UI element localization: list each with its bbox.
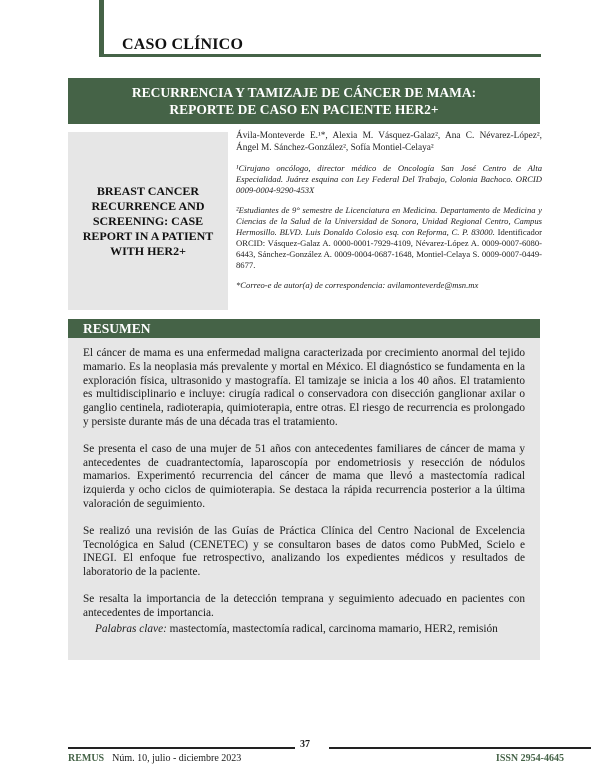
affiliation-2-orcid: Identificador ORCID: Vásquez-Galaz A. 0000-0001-7929-4109, Névarez-López A. 0009-0007-6080-6443, Sánchez-González A. 0009-0004-0687-1648, Montiel-Celaya S. 0009-0007-0449-8677. bbox=[236, 227, 542, 270]
journal-issue: Núm. 10, julio - diciembre 2023 bbox=[112, 753, 242, 764]
keywords-list: mastectomía, mastectomía radical, carcinoma mamario, HER2, remisión bbox=[166, 622, 498, 635]
affiliation-2 bbox=[236, 205, 542, 271]
abstract-body bbox=[68, 338, 540, 660]
resumen-heading: RESUMEN bbox=[68, 319, 540, 338]
affiliation-1: ¹Cirujano oncólogo, director médico de Oncología San José Centro de Alta Especialidad. Juárez esquina con Ley Federal Del Trabajo, Colonia Bachoco. ORCID 0009-0004-9290-453X bbox=[236, 163, 542, 195]
abstract-paragraph-3: Se realizó una revisión de las Guías de Práctica Clínica del Centro Nacional de Excelencia Tecnológica en Salud (CENETEC) y se consultaron bases de datos como PubMed, Scielo e INEGI. El enfoque fue retrospectivo, analizando los expedientes médicos y resultados de laboratorio de la paciente. bbox=[83, 524, 525, 579]
issn: ISSN 2954-4645 bbox=[495, 753, 564, 764]
keywords bbox=[83, 623, 525, 637]
abstract-paragraph-4: Se resalta la importancia de la detección temprana y seguimiento adecuado en pacientes con antecedentes de importancia. bbox=[83, 592, 525, 619]
header-horizontal-rule bbox=[99, 54, 541, 57]
article-title-line-1: RECURRENCIA Y TAMIZAJE DE CÁNCER DE MAMA: bbox=[131, 85, 477, 100]
header-vertical-rule bbox=[99, 0, 104, 57]
article-title-line-2: REPORTE DE CASO EN PACIENTE HER2+ bbox=[169, 102, 439, 117]
affiliation-2-text: ²Estudiantes de 9° semestre de Licenciatura en Medicina. Departamento de Medicina y Ciencias de la Salud de la Universidad de Sonora, Unidad Regional Centro, Campus Hermosillo. BLVD. Luis Donaldo Colosio esq. con Reforma, C. P. 83000. bbox=[236, 205, 542, 237]
correspondence-email: *Correo-e de autor(a) de correspondencia: avilamonteverde@msn.mx bbox=[236, 280, 479, 290]
section-label: CASO CLÍNICO bbox=[122, 36, 244, 53]
english-title-box bbox=[68, 132, 228, 310]
keywords-label: Palabras clave: bbox=[95, 622, 167, 635]
footer-rule-left bbox=[68, 747, 295, 749]
footer-rule-right bbox=[329, 747, 591, 749]
article-title bbox=[68, 78, 540, 124]
journal-name: REMUS bbox=[68, 753, 105, 764]
abstract-paragraph-2: Se presenta el caso de una mujer de 51 años con antecedentes familiares de cáncer de mama y antecedentes de cuadrantectomía, laparoscopía por endometriosis y resección de nódulos mamarios. Experimentó recurrencia del cáncer de mama que llevó a mastectomía radical izquierda y ocho ciclos de quimioterapia. Se destaca la rápida recurrencia posterior a la última valoración de seguimiento. bbox=[83, 442, 525, 510]
page-number: 37 bbox=[300, 739, 310, 750]
abstract-paragraph-1: El cáncer de mama es una enfermedad maligna caracterizada por crecimiento anormal del tejido mamario. Es la neoplasia más prevalente y mortal en México. El diagnóstico se fundamenta en la exploración física, ultrasonido y mastografía. El tamizaje se inicia a los 40 años. El tratamiento es multidisciplinario e incluye: cirugía radical o conservadora con disección ganglionar axilar o ganglio centinela, radioterapia, quimioterapia, entre otras. El riesgo de recurrencia es prolongado y persiste durante más de una década tras el tratamiento. bbox=[83, 347, 525, 428]
author-list: Ávila-Monteverde E.¹*, Alexia M. Vásquez-Galaz², Ana C. Névarez-López², Ángel M. Sánchez-González², Sofía Montiel-Celaya² bbox=[236, 131, 542, 153]
english-title: BREAST CANCER RECURRENCE AND SCREENING: CASE REPORT IN A PATIENT WITH HER2+ bbox=[82, 183, 214, 258]
authors-affiliations bbox=[236, 130, 542, 291]
footer-journal-info bbox=[68, 753, 241, 764]
